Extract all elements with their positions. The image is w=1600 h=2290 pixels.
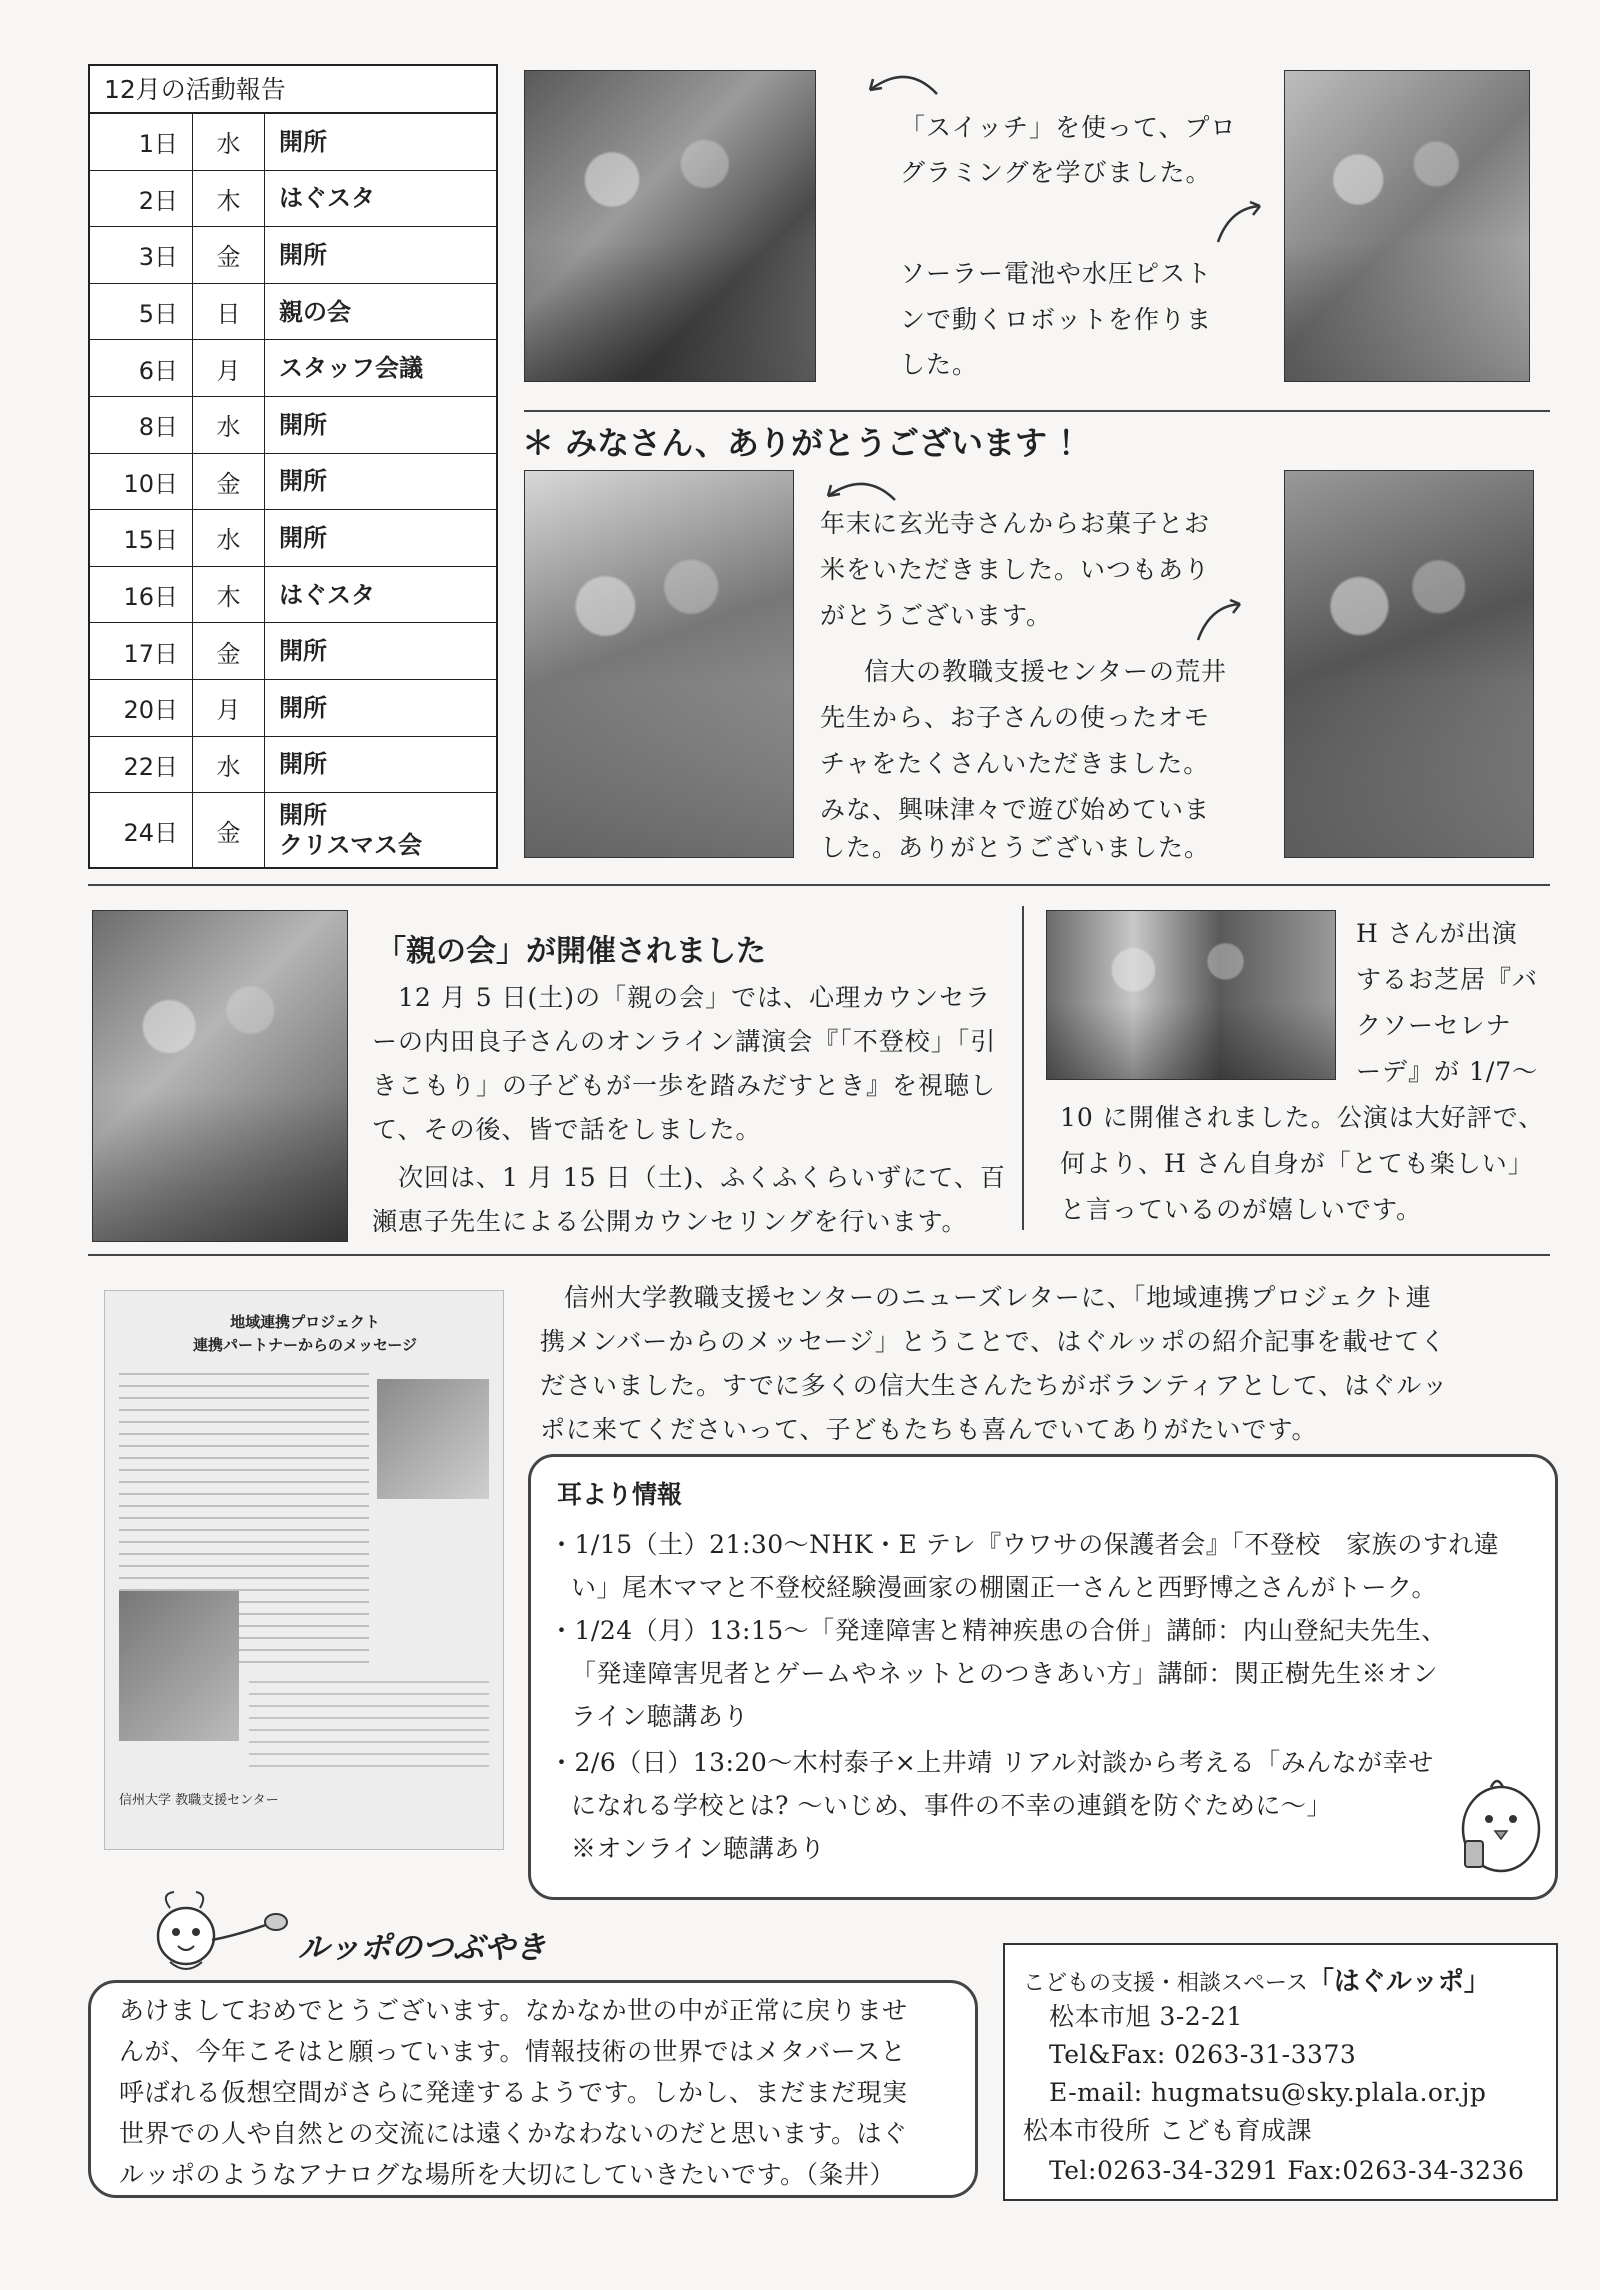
newsletter-text-2: 携メンバーからのメッセージ」とうことで、はぐルッポの紹介記事を載せてく (540, 1327, 1447, 1356)
curved-arrow-icon (862, 62, 942, 102)
activity-weekday: 金 (193, 454, 265, 510)
ruppo-mascot-icon (140, 1888, 290, 1984)
thanks-text-7: みな、興味津々で遊び始めていま (820, 795, 1211, 824)
activity-day: 6日 (90, 340, 193, 396)
table-row (90, 454, 496, 511)
activity-event-label: 開所 (279, 637, 327, 666)
clip-title-1: 地域連携プロジェクト (230, 1313, 380, 1331)
info-heading: 耳より情報 (557, 1480, 683, 1509)
thanks-text-5: 先生から、お子さんの使ったオモ (820, 703, 1211, 732)
contact-city: 松本市役所 こども育成課 (1023, 2116, 1312, 2145)
tsubuyaki-text-3: 呼ばれる仮想空間がさらに発達するようです。しかし、まだまだ現実 (119, 2078, 908, 2107)
activity-weekday: 日 (193, 284, 265, 340)
activity-event-label: 開所 (279, 750, 327, 779)
activity-day: 17日 (90, 623, 193, 679)
clip-photo (119, 1591, 239, 1741)
thanks-text-6: チャをたくさんいただきました。 (820, 749, 1210, 778)
oya-text-1: 12 月 5 日(土)の「親の会」では、心理カウンセラ (398, 983, 992, 1012)
activity-day: 1日 (90, 114, 193, 170)
tsubuyaki-text-2: んが、今年こそはと願っています。情報技術の世界ではメタバースと (119, 2037, 907, 2066)
photo-programming (524, 70, 816, 382)
clip-footer: 信州大学 教職支援センター (119, 1793, 279, 1808)
oya-text-6: 瀬恵子先生による公開カウンセリングを行います。 (372, 1207, 968, 1236)
photo-temple-gift (524, 470, 794, 858)
photo-toys-gift (1284, 470, 1534, 858)
play-text-2: するお芝居『バ (1356, 965, 1539, 994)
activity-event (265, 410, 327, 440)
photo-play (1046, 910, 1336, 1080)
oya-text-2: ーの内田良子さんのオンライン講演会『「不登校」「引 (372, 1027, 997, 1056)
table-row (90, 340, 496, 397)
activity-weekday: 木 (193, 171, 265, 227)
info-item-3c: ※オンライン聴講あり (571, 1834, 826, 1863)
activity-report-table (88, 64, 498, 869)
activity-event-label: 開所 (279, 693, 327, 722)
programming-caption-1: 「スイッチ」を使って、プロ (900, 113, 1237, 142)
activity-day: 16日 (90, 567, 193, 623)
table-row (90, 623, 496, 680)
table-row (90, 171, 496, 228)
thanks-text-8: した。ありがとうございました。 (820, 833, 1211, 862)
info-item-2a: ・1/24（月）13:15～「発達障害と精神疾患の合併」講師：内山登紀夫先生、 (549, 1616, 1447, 1645)
activity-day: 15日 (90, 510, 193, 566)
activity-weekday: 月 (193, 340, 265, 396)
info-item-3b: になれる学校とは? ～いじめ、事件の不幸の連鎖を防ぐために～」 (571, 1791, 1332, 1820)
activity-event-label: 親の会 (279, 297, 351, 326)
play-text-7: と言っているのが嬉しいです。 (1060, 1195, 1423, 1224)
contact-tel: Tel&Fax: 0263-31-3373 (1049, 2040, 1357, 2069)
table-row (90, 227, 496, 284)
activity-day: 20日 (90, 680, 193, 736)
contact-org (1023, 1961, 1490, 1998)
activity-event-label: 開所 (279, 801, 327, 830)
activity-event (265, 693, 327, 723)
vertical-divider (1022, 906, 1024, 1230)
play-text-4: ーデ』が 1/7～ (1356, 1057, 1539, 1086)
activity-event-label: 開所 (279, 523, 327, 552)
thanks-text-3: がとうございます。 (820, 601, 1053, 630)
contact-org-prefix: こどもの支援・相談スペース (1023, 1971, 1308, 1996)
activity-event (265, 297, 351, 327)
activity-event-label-2: クリスマス会 (279, 831, 423, 860)
activity-weekday: 水 (193, 510, 265, 566)
play-text-6: 何より、H さん自身が「とても楽しい」 (1060, 1149, 1534, 1178)
photo-parents-meeting (92, 910, 348, 1242)
oya-text-3: きこもり」の子どもが一歩を踏みだすとき』を視聴し (372, 1071, 997, 1100)
robot-caption-2: ンで動くロボットを作りま (900, 305, 1213, 334)
activity-event-label: 開所 (279, 240, 327, 269)
activity-event (265, 636, 327, 666)
photo-robot (1284, 70, 1530, 382)
activity-title: 12月の活動報告 (90, 66, 496, 114)
contact-box (1003, 1943, 1558, 2201)
table-row (90, 567, 496, 624)
newsletter-text-3: ださいました。すでに多くの信大生さんたちがボランティアとして、はぐルッ (540, 1371, 1449, 1400)
table-row (90, 737, 496, 794)
tsubuyaki-box (88, 1980, 978, 2198)
activity-event-label: はぐスタ (279, 580, 375, 609)
activity-day: 22日 (90, 737, 193, 793)
clip-illustration (377, 1379, 489, 1499)
curved-arrow-icon (1210, 198, 1270, 248)
info-item-3a: ・2/6（日）13:20～木村泰子×上井靖 リアル対談から考える「みんなが幸せ (549, 1748, 1434, 1777)
thanks-text-1: 年末に玄光寺さんからお菓子とお (820, 509, 1211, 538)
curved-arrow-icon (1190, 596, 1250, 646)
newsletter-clipping (104, 1290, 504, 1850)
newsletter-text-4: ポに来てくださいって、子どもたちも喜んでいてありがたいです。 (540, 1415, 1318, 1444)
oya-text-5: 次回は、1 月 15 日（土)、ふくふくらいずにて、百 (398, 1163, 1006, 1192)
programming-caption-2: グラミングを学びました。 (900, 158, 1212, 187)
clip-title-2: 連携パートナーからのメッセージ (192, 1335, 418, 1354)
tsubuyaki-text-4: 世界での人や自然との交流には遠くかなわないのだと思います。はぐ (119, 2119, 908, 2148)
tsubuyaki-heading: ルッポのつぶやき (298, 1930, 546, 1966)
clip-body-text-2 (249, 1681, 489, 1771)
newsletter-text-1: 信州大学教職支援センターのニューズレターに、「地域連携プロジェクト連 (564, 1283, 1432, 1312)
activity-day: 3日 (90, 227, 193, 283)
oya-heading: 「親の会」が開催されました (376, 934, 766, 969)
table-row (90, 284, 496, 341)
activity-weekday: 月 (193, 680, 265, 736)
activity-event (265, 749, 327, 779)
thanks-text-4: 信大の教職支援センターの荒井 (864, 657, 1228, 686)
activity-event-label: はぐスタ (279, 184, 375, 213)
thanks-text-2: 米をいただきました。いつもあり (820, 555, 1211, 584)
table-row (90, 397, 496, 454)
activity-event (265, 353, 423, 383)
activity-day: 8日 (90, 397, 193, 453)
play-text-1: H さんが出演 (1356, 919, 1518, 948)
activity-rows (90, 114, 496, 867)
activity-event (265, 523, 327, 553)
activity-event (265, 466, 327, 496)
tsubuyaki-text-5: ルッポのようなアナログな場所を大切にしていきたいです。（粂井） (119, 2160, 896, 2189)
contact-org-name: 「はぐルッポ」 (1307, 1967, 1490, 1997)
info-item-1b: い」尾木ママと不登校経験漫画家の棚園正一さんと西野博之さんがトーク。 (571, 1573, 1438, 1602)
tsubuyaki-text-1: あけましておめでとうございます。なかなか世の中が正常に戻りませ (119, 1996, 908, 2025)
activity-event (265, 240, 327, 270)
activity-event (265, 580, 375, 610)
divider (88, 884, 1550, 886)
table-row (90, 114, 496, 171)
robot-caption-1: ソーラー電池や水圧ピスト (900, 259, 1213, 288)
activity-weekday: 金 (193, 227, 265, 283)
oya-text-4: て、その後、皆で話をしました。 (372, 1115, 762, 1144)
chick-mascot-icon (1451, 1769, 1551, 1879)
table-row (90, 793, 496, 867)
divider (524, 410, 1550, 412)
info-item-1a: ・1/15（土）21:30～NHK・E テレ『ウワサの保護者会』「不登校 家族のすれ違 (549, 1530, 1500, 1559)
contact-city-tel: Tel:0263-34-3291 Fax:0263-34-3236 (1049, 2156, 1525, 2185)
activity-weekday: 水 (193, 114, 265, 170)
contact-address: 松本市旭 3-2-21 (1049, 2002, 1243, 2031)
play-text-3: クソーセレナ (1356, 1011, 1512, 1040)
activity-event (265, 127, 327, 157)
robot-caption-3: した。 (900, 350, 979, 379)
activity-event-label: スタッフ会議 (279, 354, 423, 383)
activity-day: 24日 (90, 793, 193, 867)
info-box (528, 1454, 1558, 1900)
divider (88, 1254, 1550, 1256)
activity-day: 2日 (90, 171, 193, 227)
activity-weekday: 金 (193, 793, 265, 867)
play-text-5: 10 に開催されました。公演は大好評で、 (1060, 1103, 1545, 1132)
activity-event-label: 開所 (279, 410, 327, 439)
activity-weekday: 木 (193, 567, 265, 623)
table-row (90, 680, 496, 737)
activity-event (265, 800, 422, 860)
thanks-heading: ＊ みなさん、ありがとうございます ！ (522, 424, 1091, 462)
activity-event (265, 183, 375, 213)
activity-event-label: 開所 (279, 467, 327, 496)
info-item-2c: ライン聴講あり (571, 1702, 749, 1731)
table-row (90, 510, 496, 567)
activity-event-label: 開所 (279, 127, 327, 156)
activity-weekday: 金 (193, 623, 265, 679)
activity-day: 5日 (90, 284, 193, 340)
contact-email: E-mail: hugmatsu@sky.plala.or.jp (1049, 2078, 1487, 2107)
activity-day: 10日 (90, 454, 193, 510)
activity-weekday: 水 (193, 737, 265, 793)
activity-weekday: 水 (193, 397, 265, 453)
info-item-2b: 「発達障害児者とゲームやネットとのつきあい方」講師：関正樹先生※オン (571, 1659, 1439, 1688)
